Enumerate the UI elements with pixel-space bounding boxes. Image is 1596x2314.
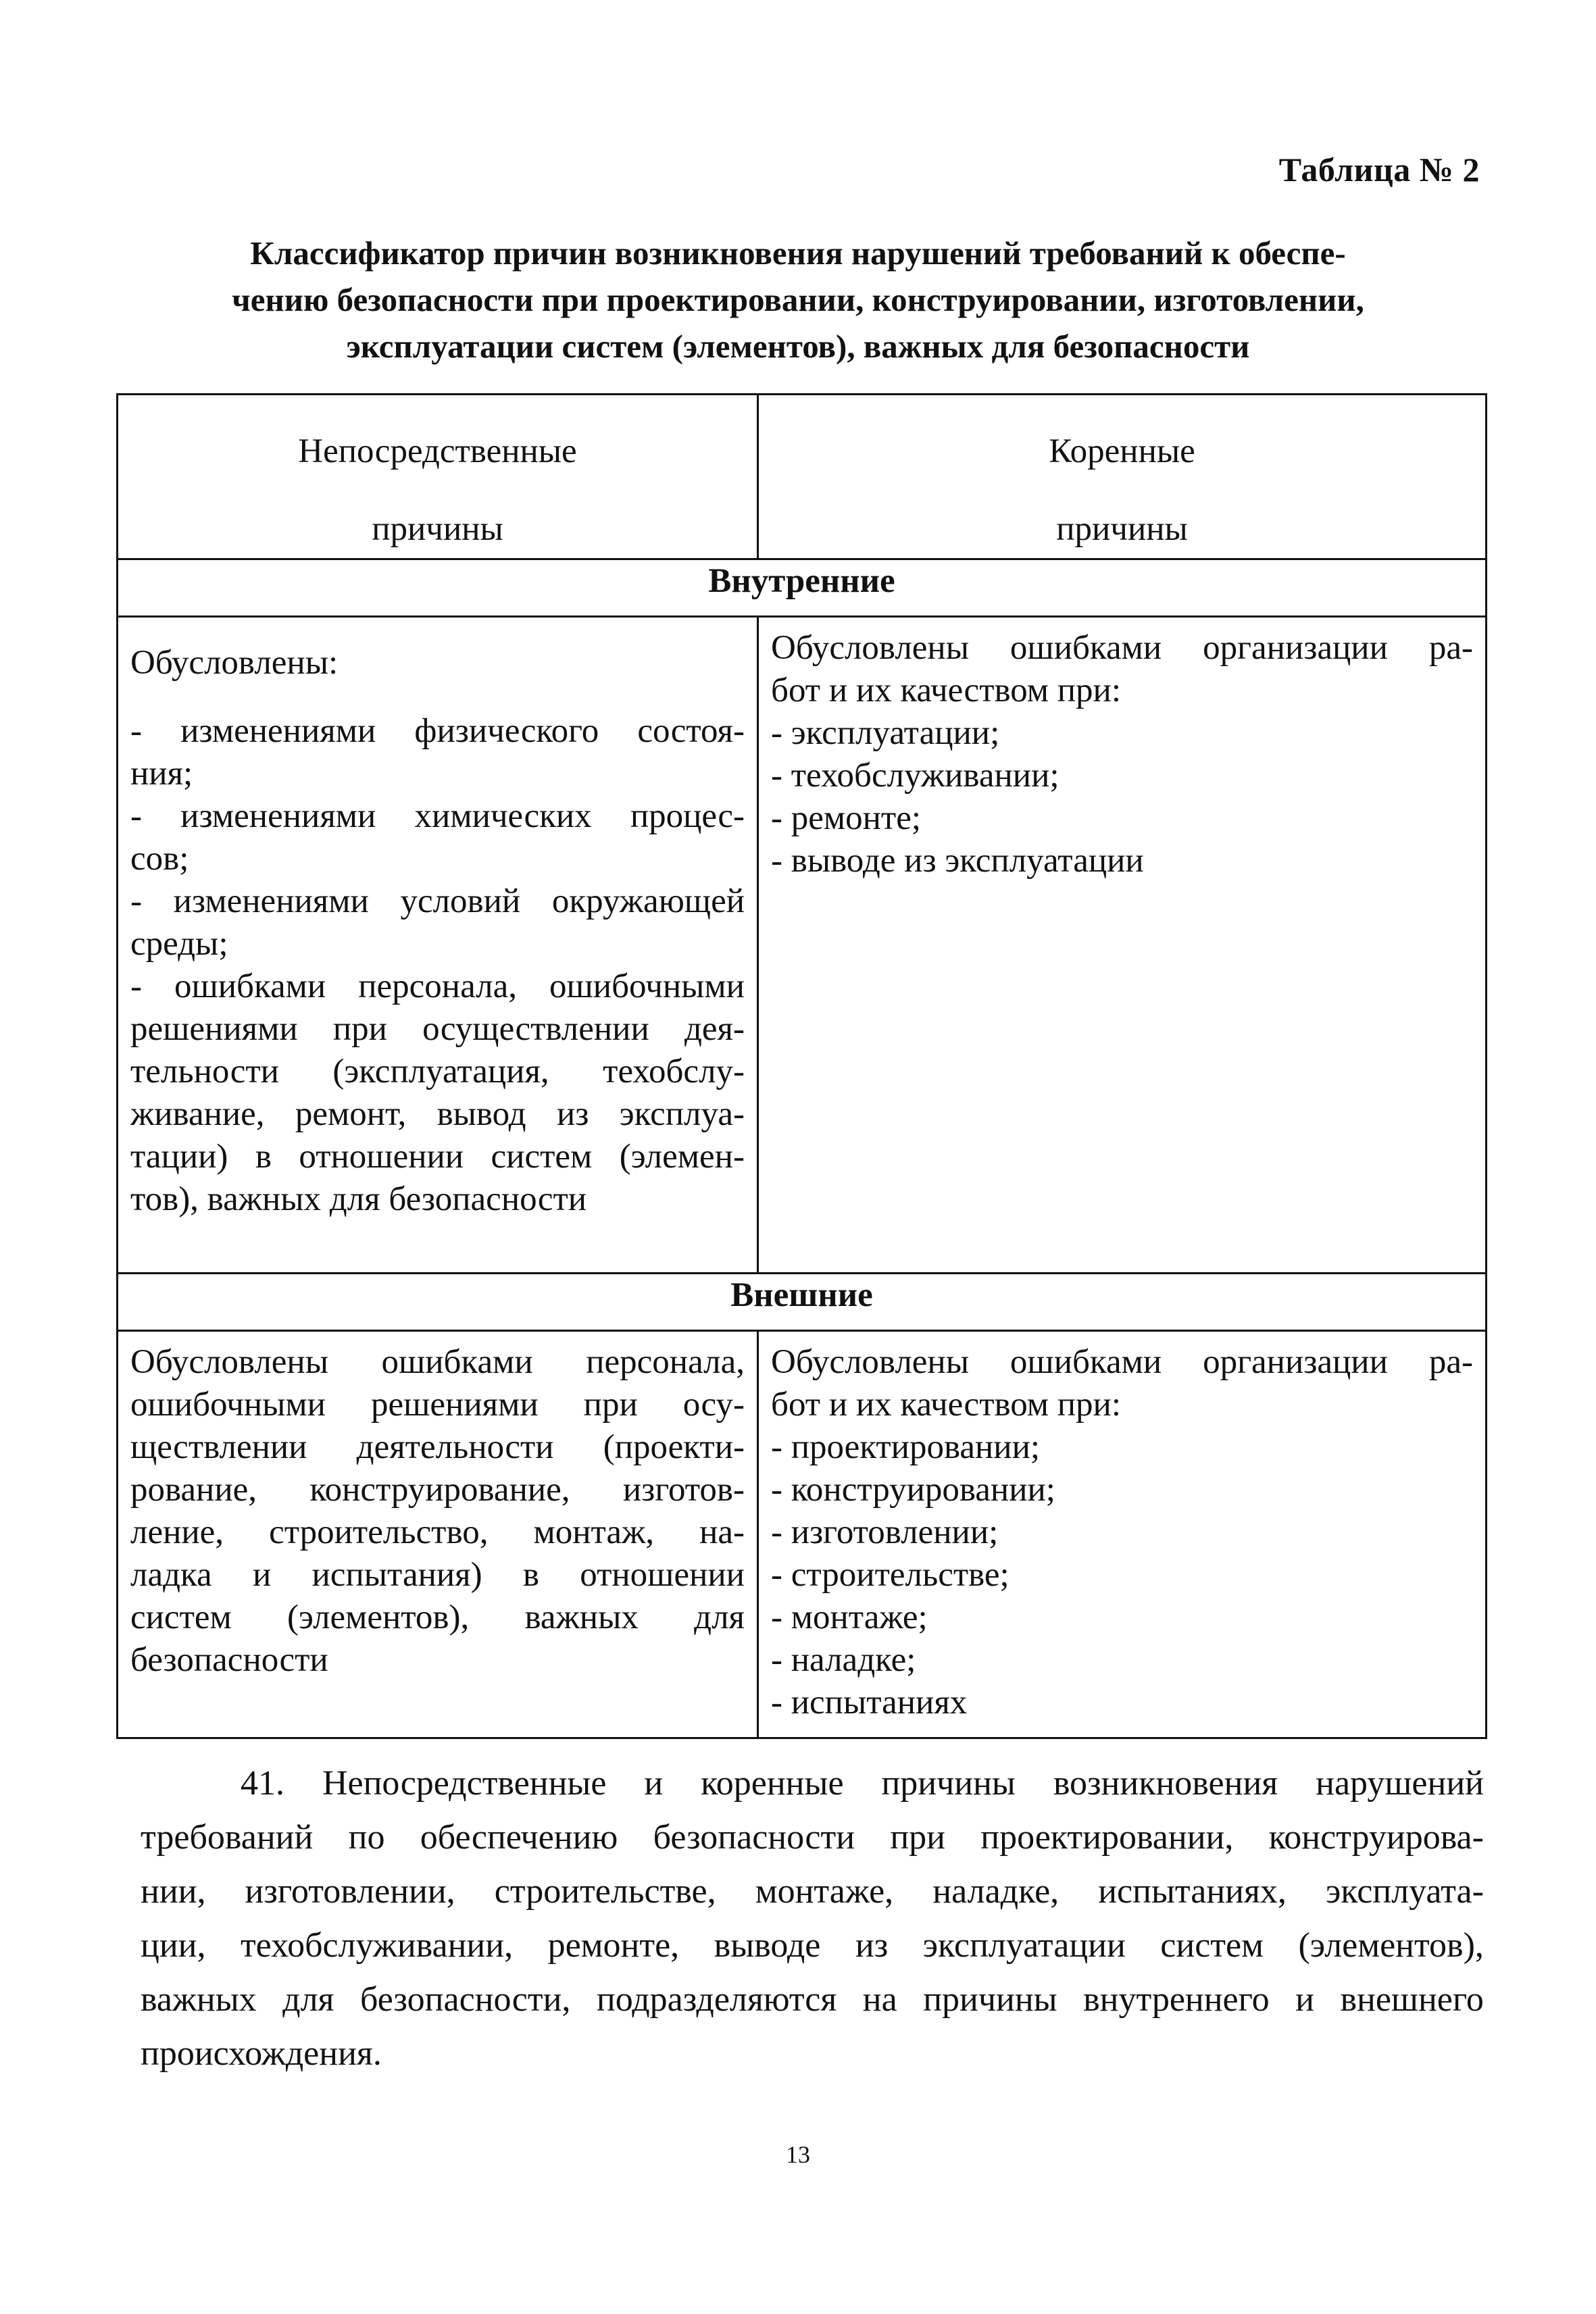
word: изменениями: [173, 882, 369, 920]
word: причины: [923, 1980, 1057, 2019]
document-title: [116, 230, 1480, 370]
word: для: [694, 1599, 745, 1636]
cell-line: [130, 1554, 745, 1596]
word: осуществлении: [422, 1010, 649, 1048]
cell-line: [130, 1136, 745, 1178]
word: 41.: [241, 1764, 284, 1803]
word: строительстве,: [494, 1872, 716, 1911]
paragraph-line: [141, 1919, 1484, 1973]
word: важных: [141, 1980, 257, 2019]
paragraph-line: [141, 1757, 1484, 1811]
internal-root-cell: [758, 617, 1487, 1274]
word: систем: [1160, 1926, 1264, 1965]
word: на-: [699, 1513, 745, 1551]
section-row-internal: [118, 559, 1487, 617]
cell-line: - изготовлении;: [771, 1513, 999, 1551]
cell-line: бот и их качеством при:: [771, 672, 1122, 709]
word: конструирова-: [1268, 1818, 1484, 1857]
word: нарушений: [1316, 1764, 1484, 1803]
header-text: причины: [372, 510, 503, 548]
cell-line: - конструировании;: [771, 1471, 1055, 1509]
page-number: 13: [786, 2141, 810, 2168]
cell-line: [130, 1384, 745, 1426]
word: возникновения: [1053, 1764, 1278, 1803]
word: систем: [491, 1138, 593, 1176]
word: в: [522, 1556, 539, 1594]
word: ремонте,: [547, 1926, 680, 1965]
cell-line: Обусловлены:: [130, 644, 339, 682]
word: конструирование,: [309, 1471, 570, 1509]
word: (элементов),: [287, 1599, 470, 1636]
word: ладка: [130, 1556, 212, 1594]
cell-line: [130, 1596, 745, 1639]
word: при: [890, 1818, 945, 1857]
word: Обусловлены: [771, 1343, 969, 1381]
external-row: [118, 1331, 1487, 1738]
cell-line: - наладке;: [771, 1641, 916, 1679]
classifier-table: [116, 393, 1487, 1739]
word: -: [130, 882, 142, 920]
word: дея-: [684, 1010, 745, 1048]
word: ошибочными: [130, 1386, 326, 1424]
cell-line: [130, 1093, 745, 1136]
internal-direct-cell: [118, 617, 758, 1274]
word: рование,: [130, 1471, 257, 1509]
word: ление,: [130, 1513, 224, 1551]
word: в: [255, 1138, 272, 1176]
paragraph-line: происхождения.: [141, 2034, 382, 2073]
word: условий: [400, 882, 521, 920]
word: причины: [881, 1764, 1016, 1803]
word: организации: [1203, 629, 1388, 667]
internal-row: [118, 617, 1487, 1274]
cell-line: тов), важных для безопасности: [130, 1180, 587, 1218]
word: изменениями: [180, 797, 376, 835]
cell-line: - монтаже;: [771, 1599, 928, 1636]
word: (проекти-: [603, 1428, 745, 1466]
word: ошибочными: [549, 967, 745, 1005]
cell-line: [130, 880, 745, 923]
word: и: [252, 1556, 272, 1594]
word: персонала,: [358, 967, 517, 1005]
word: строительство,: [269, 1513, 489, 1551]
word: персонала,: [586, 1343, 745, 1381]
word: выводе: [714, 1926, 821, 1965]
word: (элемен-: [619, 1138, 745, 1176]
word: подразделяются: [596, 1980, 837, 2019]
cell-line: - проектировании;: [771, 1428, 1041, 1466]
word: нии,: [141, 1872, 206, 1911]
word: изготовлении,: [245, 1872, 455, 1911]
word: требований: [141, 1818, 314, 1857]
word: (эксплуатация,: [332, 1053, 549, 1090]
word: наладке,: [932, 1872, 1059, 1911]
word: коренные: [701, 1764, 844, 1803]
word: процес-: [630, 797, 745, 835]
word: отношении: [299, 1138, 464, 1176]
word: систем: [130, 1599, 232, 1636]
word: тельности: [130, 1053, 279, 1090]
word: решениями: [130, 1010, 298, 1048]
cell-line: [130, 1511, 745, 1554]
word: важных: [524, 1599, 639, 1636]
section-label-external: Внешние: [118, 1274, 1487, 1331]
word: на: [862, 1980, 897, 2019]
word: монтаж,: [533, 1513, 655, 1551]
word: ошибками: [1009, 629, 1162, 667]
word: изготов-: [622, 1471, 745, 1509]
cell-line: - ремонте;: [771, 799, 922, 837]
cell-line: [130, 1008, 745, 1051]
paragraph-line: [141, 1973, 1484, 2027]
header-text: Непосредственные: [298, 432, 577, 470]
word: вывод: [437, 1095, 526, 1133]
cell-line: - техобслуживании;: [771, 757, 1059, 795]
cell-line: [130, 710, 745, 753]
word: для: [282, 1980, 334, 2019]
cell-line: ния;: [130, 755, 193, 793]
header-text: Коренные: [1049, 432, 1195, 470]
word: Обусловлены: [130, 1343, 328, 1381]
word: при: [332, 1010, 387, 1048]
cell-line: [130, 965, 745, 1008]
word: деятельности: [356, 1428, 554, 1466]
cell-line: [130, 1426, 745, 1469]
header-root-causes: [758, 395, 1487, 559]
word: ции,: [141, 1926, 206, 1965]
cell-line: - выводе из эксплуатации: [771, 842, 1144, 880]
word: Обусловлены: [771, 629, 969, 667]
word: ошибками: [381, 1343, 533, 1381]
word: монтаже,: [755, 1872, 894, 1911]
cell-line: сов;: [130, 840, 189, 878]
word: состоя-: [637, 712, 745, 750]
cell-line: [130, 1051, 745, 1093]
word: ра-: [1428, 1343, 1473, 1381]
section-row-external: [118, 1274, 1487, 1331]
word: внутреннего: [1083, 1980, 1270, 2019]
cell-line: - эксплуатации;: [771, 714, 1000, 752]
word: эксплуатации: [922, 1926, 1126, 1965]
word: внешнего: [1340, 1980, 1484, 2019]
word: техобслу-: [603, 1053, 745, 1090]
word: и: [644, 1764, 664, 1803]
word: из: [855, 1926, 889, 1965]
title-line: чению безопасности при проектировании, конструировании, изготовлении,: [232, 281, 1364, 318]
table-number-label: Таблица № 2: [1278, 151, 1480, 188]
header-row: [118, 395, 1487, 559]
word: Непосредственные: [322, 1764, 607, 1803]
word: по: [348, 1818, 385, 1857]
word: тации): [130, 1138, 228, 1176]
word: осу-: [682, 1386, 745, 1424]
word: эксплуата-: [1325, 1872, 1484, 1911]
cell-line: [771, 627, 1473, 670]
word: испытания): [311, 1556, 482, 1594]
word: испытаниях,: [1098, 1872, 1287, 1911]
word: из: [556, 1095, 589, 1133]
word: -: [130, 967, 142, 1005]
word: техобслуживании,: [240, 1926, 514, 1965]
word: решениями: [370, 1386, 539, 1424]
word: безопасности,: [359, 1980, 571, 2019]
cell-line: бот и их качеством при:: [771, 1386, 1122, 1424]
external-direct-cell: [118, 1331, 758, 1738]
external-root-cell: [758, 1331, 1487, 1738]
cell-line: [130, 795, 745, 838]
title-line: эксплуатации систем (элементов), важных для безопасности: [346, 328, 1250, 365]
word: проектировании,: [980, 1818, 1234, 1857]
word: ошибками: [1009, 1343, 1162, 1381]
paragraph-41: [141, 1757, 1484, 2081]
paragraph-line: [141, 1811, 1484, 1865]
cell-line: - строительстве;: [771, 1556, 1009, 1594]
word: безопасности: [653, 1818, 855, 1857]
cell-line: [130, 1341, 745, 1384]
word: ществлении: [130, 1428, 307, 1466]
cell-line: безопасности: [130, 1641, 328, 1679]
word: ошибками: [174, 967, 326, 1005]
word: ремонт,: [295, 1095, 407, 1133]
word: при: [583, 1386, 638, 1424]
cell-line: [771, 1341, 1473, 1384]
title-line: Классификатор причин возникновения нарушений требований к обеспе-: [250, 234, 1346, 272]
cell-line: среды;: [130, 925, 228, 963]
section-label-internal: Внутренние: [118, 559, 1487, 617]
word: организации: [1203, 1343, 1388, 1381]
word: (элементов),: [1298, 1926, 1484, 1965]
cell-line: - испытаниях: [771, 1684, 968, 1721]
cell-line: [130, 1469, 745, 1511]
word: окружающей: [551, 882, 745, 920]
word: и: [1295, 1980, 1314, 2019]
word: живание,: [130, 1095, 265, 1133]
word: ра-: [1428, 629, 1473, 667]
word: физического: [414, 712, 599, 750]
word: химических: [414, 797, 592, 835]
word: -: [130, 712, 142, 750]
header-text: причины: [1056, 510, 1188, 548]
word: отношении: [580, 1556, 745, 1594]
paragraph-line: [141, 1865, 1484, 1919]
word: изменениями: [180, 712, 376, 750]
word: обеспечению: [420, 1818, 618, 1857]
word: эксплуа-: [619, 1095, 745, 1133]
header-direct-causes: [118, 395, 758, 559]
word: -: [130, 797, 142, 835]
